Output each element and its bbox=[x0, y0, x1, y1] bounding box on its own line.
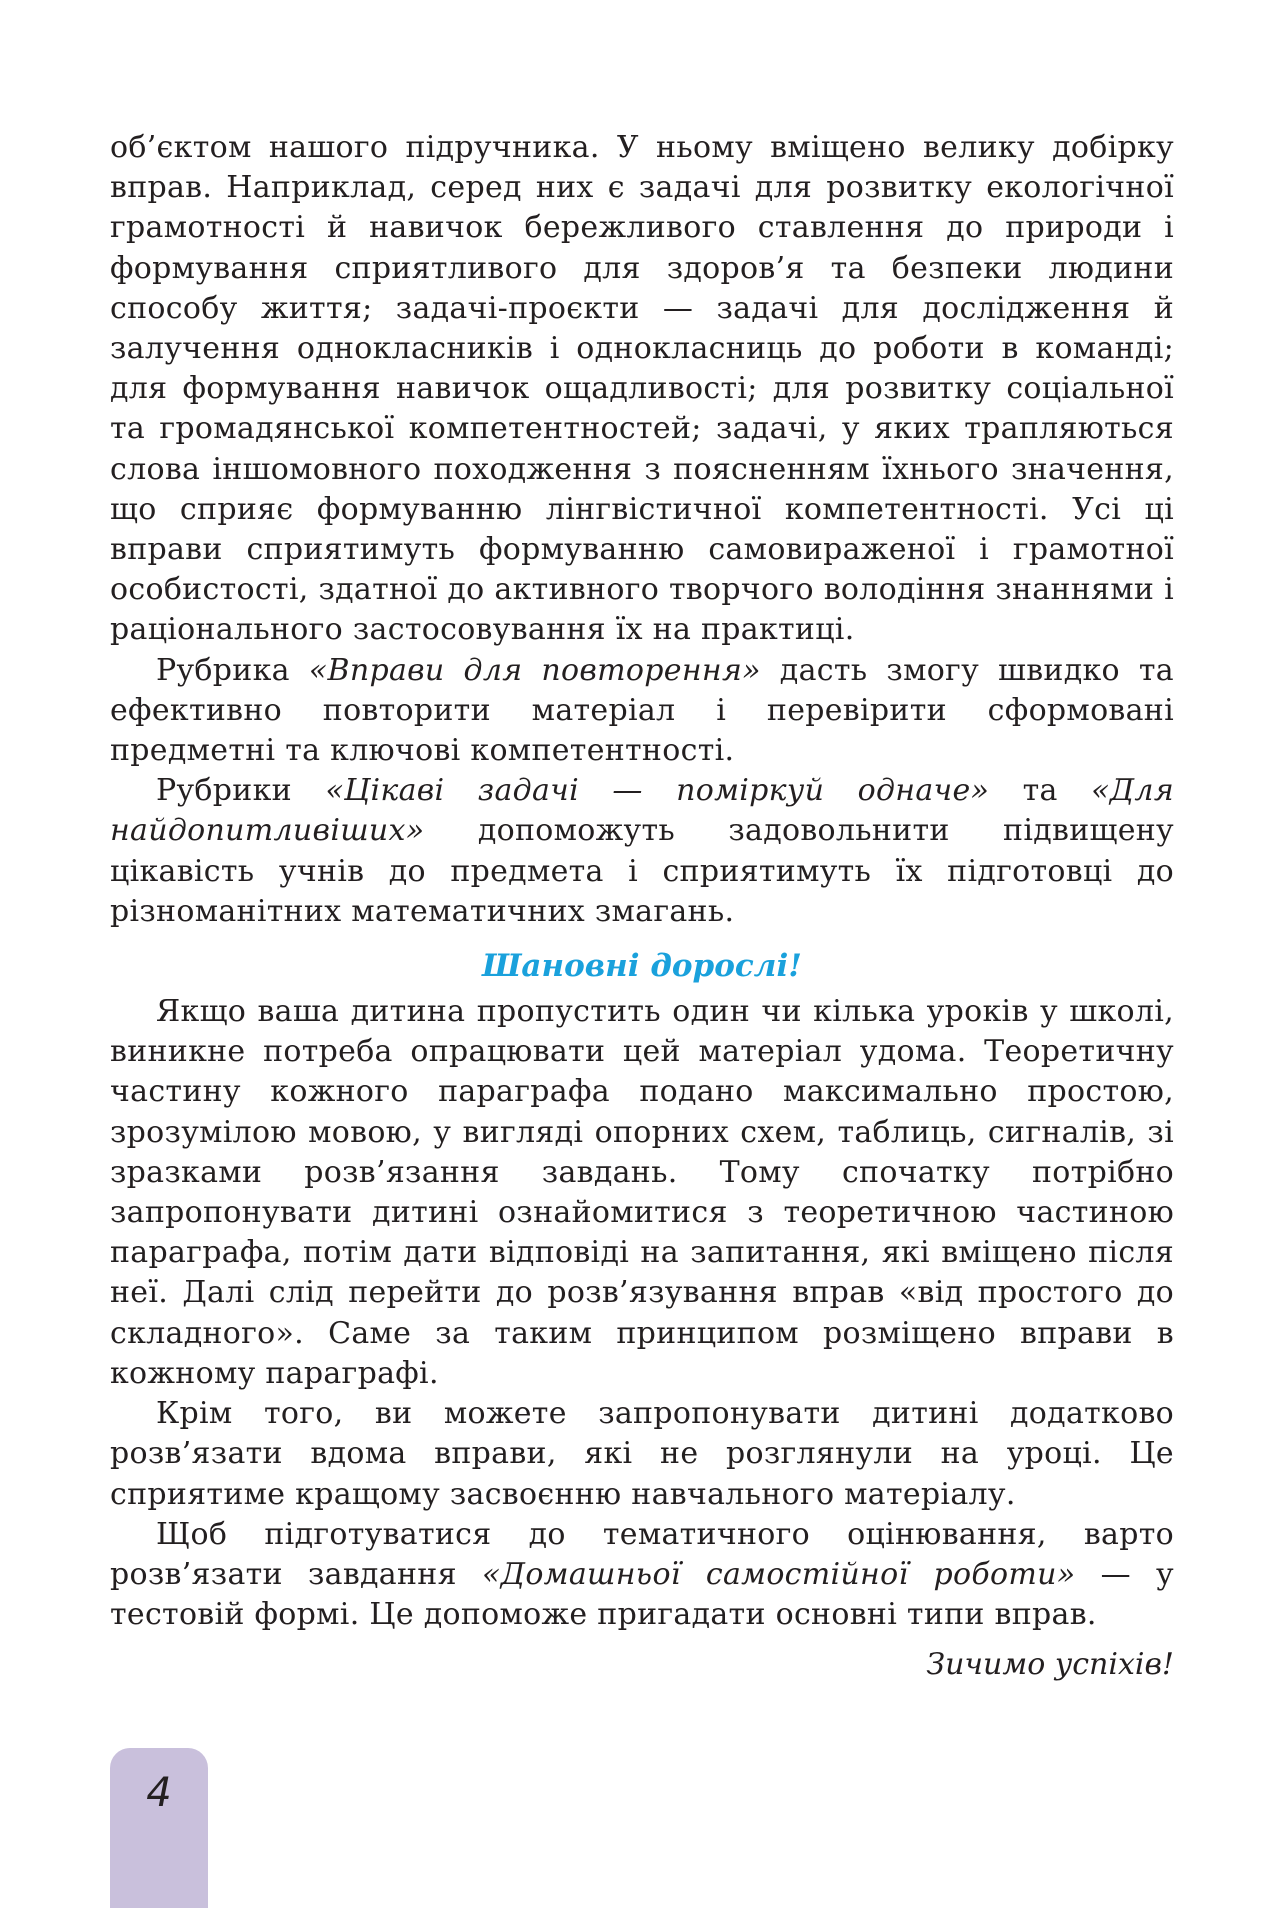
rubric-title-most-curious: «Для найдопитливіших» bbox=[110, 773, 1174, 849]
paragraph-repetition-rubric bbox=[110, 651, 1174, 772]
closing-wishes: Зичимо успіхів! bbox=[926, 1647, 1174, 1683]
paragraph-rest: допоможуть задовольнити підвищену цікавість учнів до предмета і сприятимуть їх підготовці до різноманітних математичних змагань. bbox=[110, 813, 1174, 929]
paragraph-rest: — у тестовій формі. Це допоможе пригадати основні типи вправ. bbox=[110, 1556, 1174, 1633]
paragraph-rest: дасть змогу швидко та ефективно повторити матеріал і перевірити сформовані предметні та ключові компетентності. bbox=[110, 652, 1174, 769]
paragraph-interesting-rubrics bbox=[110, 771, 1174, 932]
rubric-title-repetition: «Вправи для повторення» bbox=[308, 652, 761, 688]
paragraph-lead: Рубрика bbox=[156, 652, 309, 688]
page-number: 4 bbox=[146, 1770, 172, 1816]
paragraph-lead: Рубрики bbox=[156, 773, 326, 809]
paragraph-conjunction: та bbox=[989, 773, 1092, 809]
paragraph-lead: Щоб підготуватися до тематичного оцінювання, варто розв’язати завдання bbox=[110, 1516, 1174, 1592]
page-number-tab bbox=[110, 1748, 208, 1908]
paragraph-missed-lessons: Якщо ваша дитина пропустить один чи кілька уроків у школі, виникне потреба опрацювати цей матеріал удома. Теоретичну частину кожного параграфа подано максимально простою, зрозумілою мовою, у вигляді опорних схем, таблиць, сигналів, зі зразками розв’язання завдань. Тому спочатку потрібно запропонувати дитині ознайомитися з теоретичною частиною параграфа, потім дати відповіді на запитання, які вміщено після неї. Далі слід перейти до розв’язування вправ «від простого до складного». Саме за таким принципом розміщено вправи в кожному параграфі. bbox=[110, 994, 1174, 1391]
paragraph-additional-exercises: Крім того, ви можете запропонувати дитині додатково розв’язати вдома вправи, які не розглянули на уроці. Це сприятиме кращому засвоєнню навчального матеріалу. bbox=[110, 1396, 1174, 1512]
section-heading-dear-adults: Шановні дорослі! bbox=[482, 948, 802, 985]
page-content bbox=[110, 128, 1174, 1685]
paragraph-textbook-exercises: об’єктом нашого підручника. У ньому вміщено велику добірку вправ. Наприклад, серед них є задачі для розвитку екологічної грамотності й навичок бережливого ставлення до природи і формування сприятливого для здоров’я та безпеки людини способу життя; задачі-проєкти — задачі для дослідження й залучення однокласників і однокласниць до роботи в команді; для формування навичок ощадливості; для розвитку соціальної та громадянської компетентностей; задачі, у яких трапляються слова іншомовного походження з поясненням їхнього значення, що сприяє формуванню лінгвістичної компетентності. Усі ці вправи сприятимуть формуванню самовираженої і грамотної особистості, здатної до активного творчого володіння знаннями і раціонального застосовування їх на практиці. bbox=[110, 130, 1174, 648]
rubric-title-homework: «Домашньої самостійної роботи» bbox=[481, 1556, 1076, 1592]
paragraph-thematic-assessment bbox=[110, 1515, 1174, 1636]
rubric-title-interesting-tasks: «Цікаві задачі — поміркуй одначе» bbox=[325, 773, 990, 809]
